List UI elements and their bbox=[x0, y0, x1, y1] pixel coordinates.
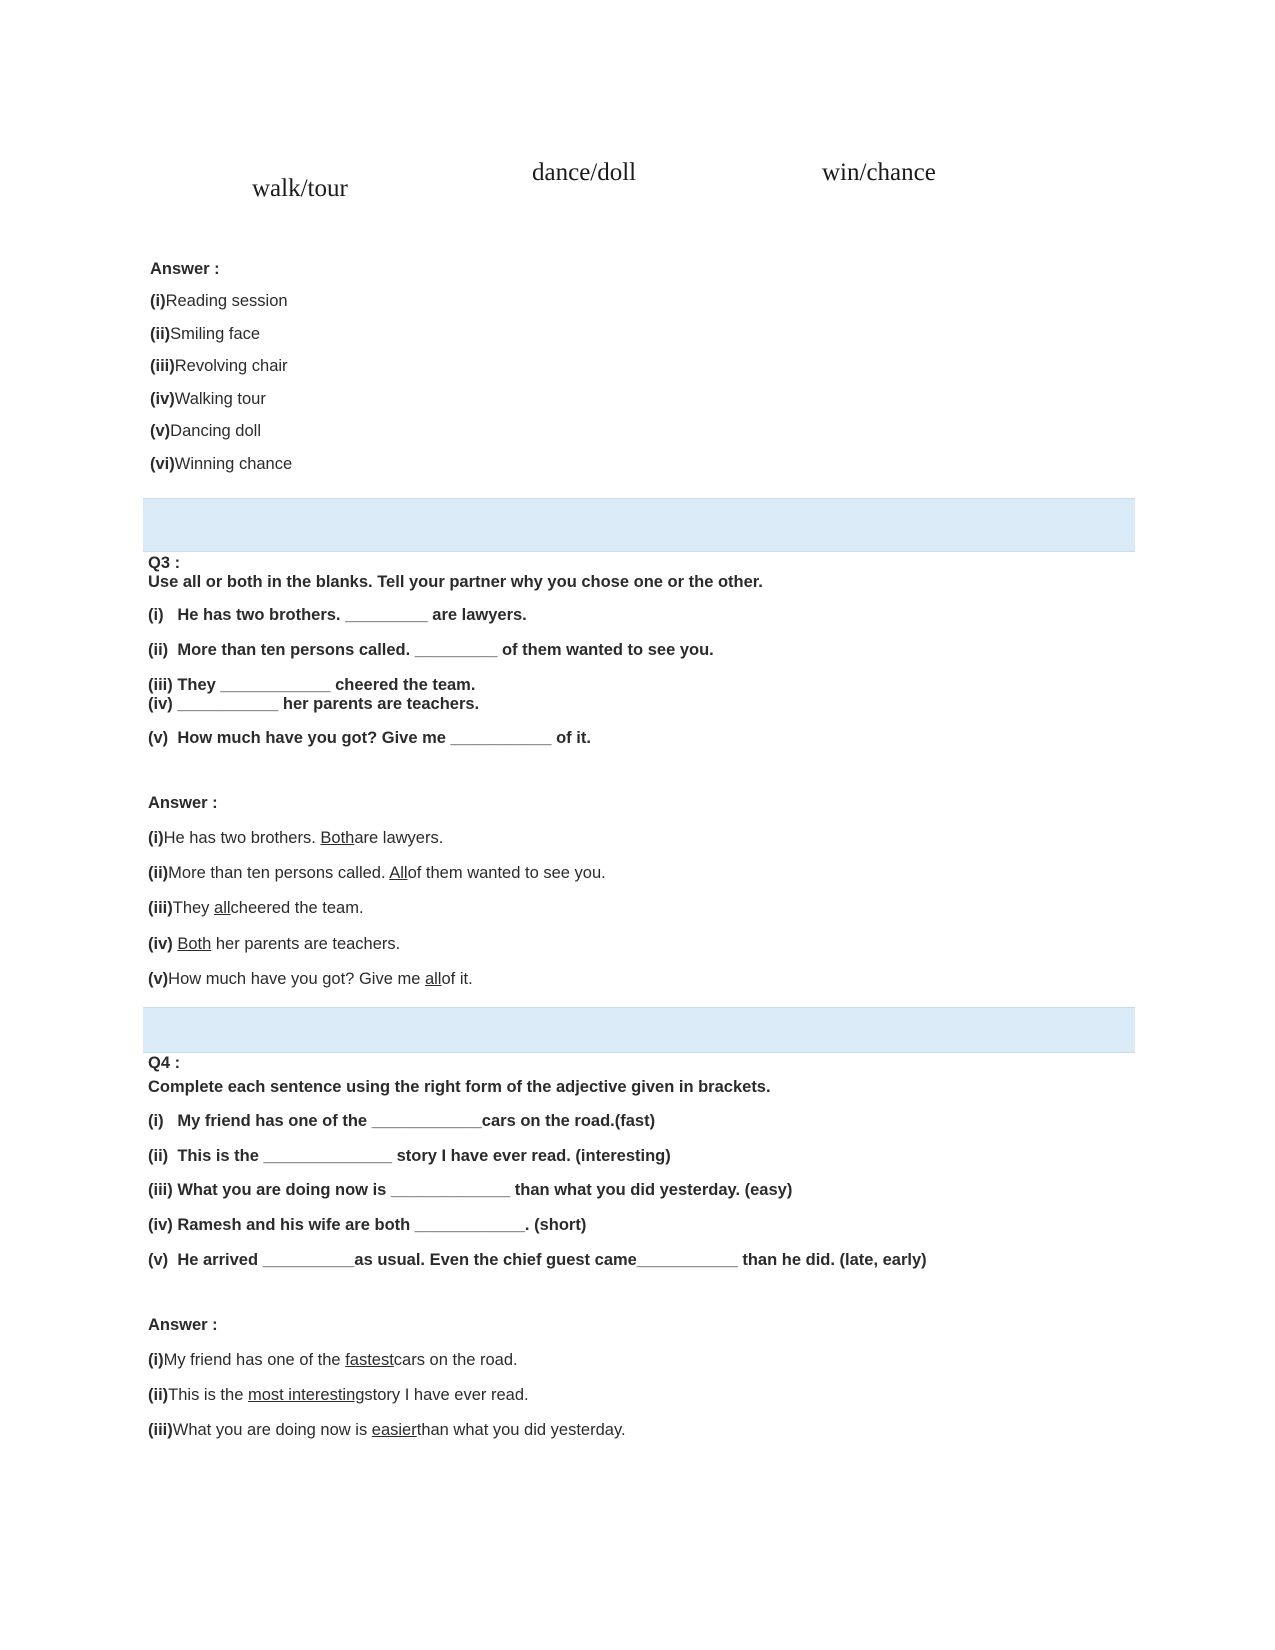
q2-answer-item: (iv)Walking tour bbox=[150, 390, 266, 408]
pair-win-chance: win/chance bbox=[822, 159, 936, 186]
q4-number: Q4 : bbox=[148, 1054, 181, 1072]
q3-answer-heading: Answer : bbox=[148, 794, 218, 812]
q2-answer-item: (ii)Smiling face bbox=[150, 325, 261, 343]
q4-answer-item: (iii)What you are doing now is easierthan what you did yesterday. bbox=[148, 1421, 626, 1439]
q3-answer-item: (iv) Both her parents are teachers. bbox=[148, 935, 401, 953]
q3-question-item: (iv) ___________ her parents are teachers. bbox=[148, 695, 480, 713]
q4-answer-item: (ii)This is the most interestingstory I have ever read. bbox=[148, 1386, 529, 1404]
q2-answer-heading: Answer : bbox=[150, 260, 220, 278]
q4-question-item: (i) My friend has one of the ____________cars on the road.(fast) bbox=[148, 1112, 656, 1130]
q3-question-item: (i) He has two brothers. _________ are lawyers. bbox=[148, 606, 527, 624]
q3-answer-item: (i)He has two brothers. Bothare lawyers. bbox=[148, 829, 444, 847]
q4-question-item: (ii) This is the ______________ story I have ever read. (interesting) bbox=[148, 1147, 671, 1165]
q4-answer-heading: Answer : bbox=[148, 1316, 218, 1334]
q2-answer-item: (vi)Winning chance bbox=[150, 455, 293, 473]
q3-instruction: Use all or both in the blanks. Tell your partner why you chose one or the other. bbox=[148, 573, 763, 591]
pair-dance-doll: dance/doll bbox=[532, 159, 637, 186]
q2-answer-item: (i)Reading session bbox=[150, 292, 288, 310]
q2-answer-item: (iii)Revolving chair bbox=[150, 357, 288, 375]
section-divider-band bbox=[143, 498, 1135, 552]
q4-question-item: (iii) What you are doing now is _____________ than what you did yesterday. (easy) bbox=[148, 1181, 793, 1199]
q3-question-item: (v) How much have you got? Give me ___________ of it. bbox=[148, 729, 591, 747]
q3-answer-item: (v)How much have you got? Give me allof it. bbox=[148, 970, 473, 988]
q4-question-item: (iv) Ramesh and his wife are both ____________. (short) bbox=[148, 1216, 587, 1234]
q4-question-item: (v) He arrived __________as usual. Even the chief guest came___________ than he did. (late, early) bbox=[148, 1251, 927, 1269]
q3-answer-item: (ii)More than ten persons called. Allof them wanted to see you. bbox=[148, 864, 606, 882]
pair-walk-tour: walk/tour bbox=[252, 175, 348, 202]
q3-question-item: (iii) They ____________ cheered the team. bbox=[148, 676, 476, 694]
q2-answer-item: (v)Dancing doll bbox=[150, 422, 261, 440]
q4-instruction: Complete each sentence using the right form of the adjective given in brackets. bbox=[148, 1078, 771, 1096]
q4-answer-item: (i)My friend has one of the fastestcars on the road. bbox=[148, 1351, 518, 1369]
section-divider-band bbox=[143, 1007, 1135, 1053]
q3-question-item: (ii) More than ten persons called. _________ of them wanted to see you. bbox=[148, 641, 714, 659]
q3-answer-item: (iii)They allcheered the team. bbox=[148, 899, 364, 917]
q3-number: Q3 : bbox=[148, 554, 181, 572]
